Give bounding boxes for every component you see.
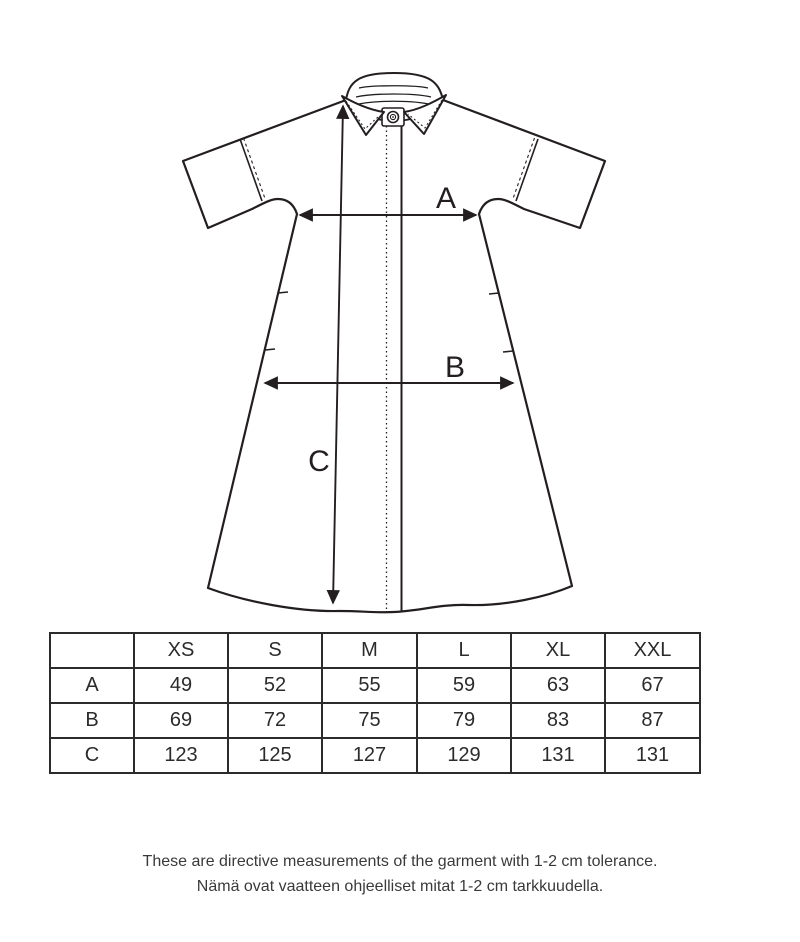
col-header-xl: XL [511, 633, 605, 668]
dimension-a-label: A [435, 182, 457, 215]
col-header-l: L [417, 633, 511, 668]
corner-cell [50, 633, 134, 668]
garment-outline [183, 100, 605, 612]
col-header-xs: XS [134, 633, 228, 668]
row-label-c: C [50, 738, 134, 773]
cell-b-xs: 69 [134, 703, 228, 738]
cell-c-xs: 123 [134, 738, 228, 773]
row-label-b: B [50, 703, 134, 738]
caption-line-fi: Nämä ovat vaatteen ohjeelliset mitat 1-2 cm tarkkuudella. [196, 878, 604, 895]
cell-c-xxl: 131 [605, 738, 700, 773]
size-table-header-row [50, 633, 700, 668]
button-icon [388, 112, 399, 123]
col-header-m: M [322, 633, 417, 668]
cell-b-xl: 83 [511, 703, 605, 738]
table-row-a [50, 668, 700, 703]
size-table [49, 632, 701, 774]
cell-b-xxl: 87 [605, 703, 700, 738]
caption-line-en: These are directive measurements of the garment with 1-2 cm tolerance. [142, 853, 658, 870]
table-row-c [50, 738, 700, 773]
col-header-xxl: XXL [605, 633, 700, 668]
cell-a-s: 52 [228, 668, 322, 703]
row-label-a: A [50, 668, 134, 703]
cell-b-l: 79 [417, 703, 511, 738]
cell-a-xl: 63 [511, 668, 605, 703]
tolerance-caption [0, 849, 800, 899]
seam-notches [265, 292, 513, 352]
dimension-arrows [265, 106, 513, 603]
dimension-c-arrow [333, 106, 343, 603]
cell-b-s: 72 [228, 703, 322, 738]
cell-c-l: 129 [417, 738, 511, 773]
dimension-c-label: C [308, 445, 330, 478]
left-cuff-seam [240, 138, 266, 201]
table-row-b [50, 703, 700, 738]
cell-a-m: 55 [322, 668, 417, 703]
right-cuff-seam [513, 138, 539, 201]
cell-c-m: 127 [322, 738, 417, 773]
cell-c-xl: 131 [511, 738, 605, 773]
cell-a-xs: 49 [134, 668, 228, 703]
dimension-b-label: B [444, 351, 466, 384]
cell-b-m: 75 [322, 703, 417, 738]
col-header-s: S [228, 633, 322, 668]
cell-a-l: 59 [417, 668, 511, 703]
collar [342, 73, 446, 135]
cell-a-xxl: 67 [605, 668, 700, 703]
cell-c-s: 125 [228, 738, 322, 773]
